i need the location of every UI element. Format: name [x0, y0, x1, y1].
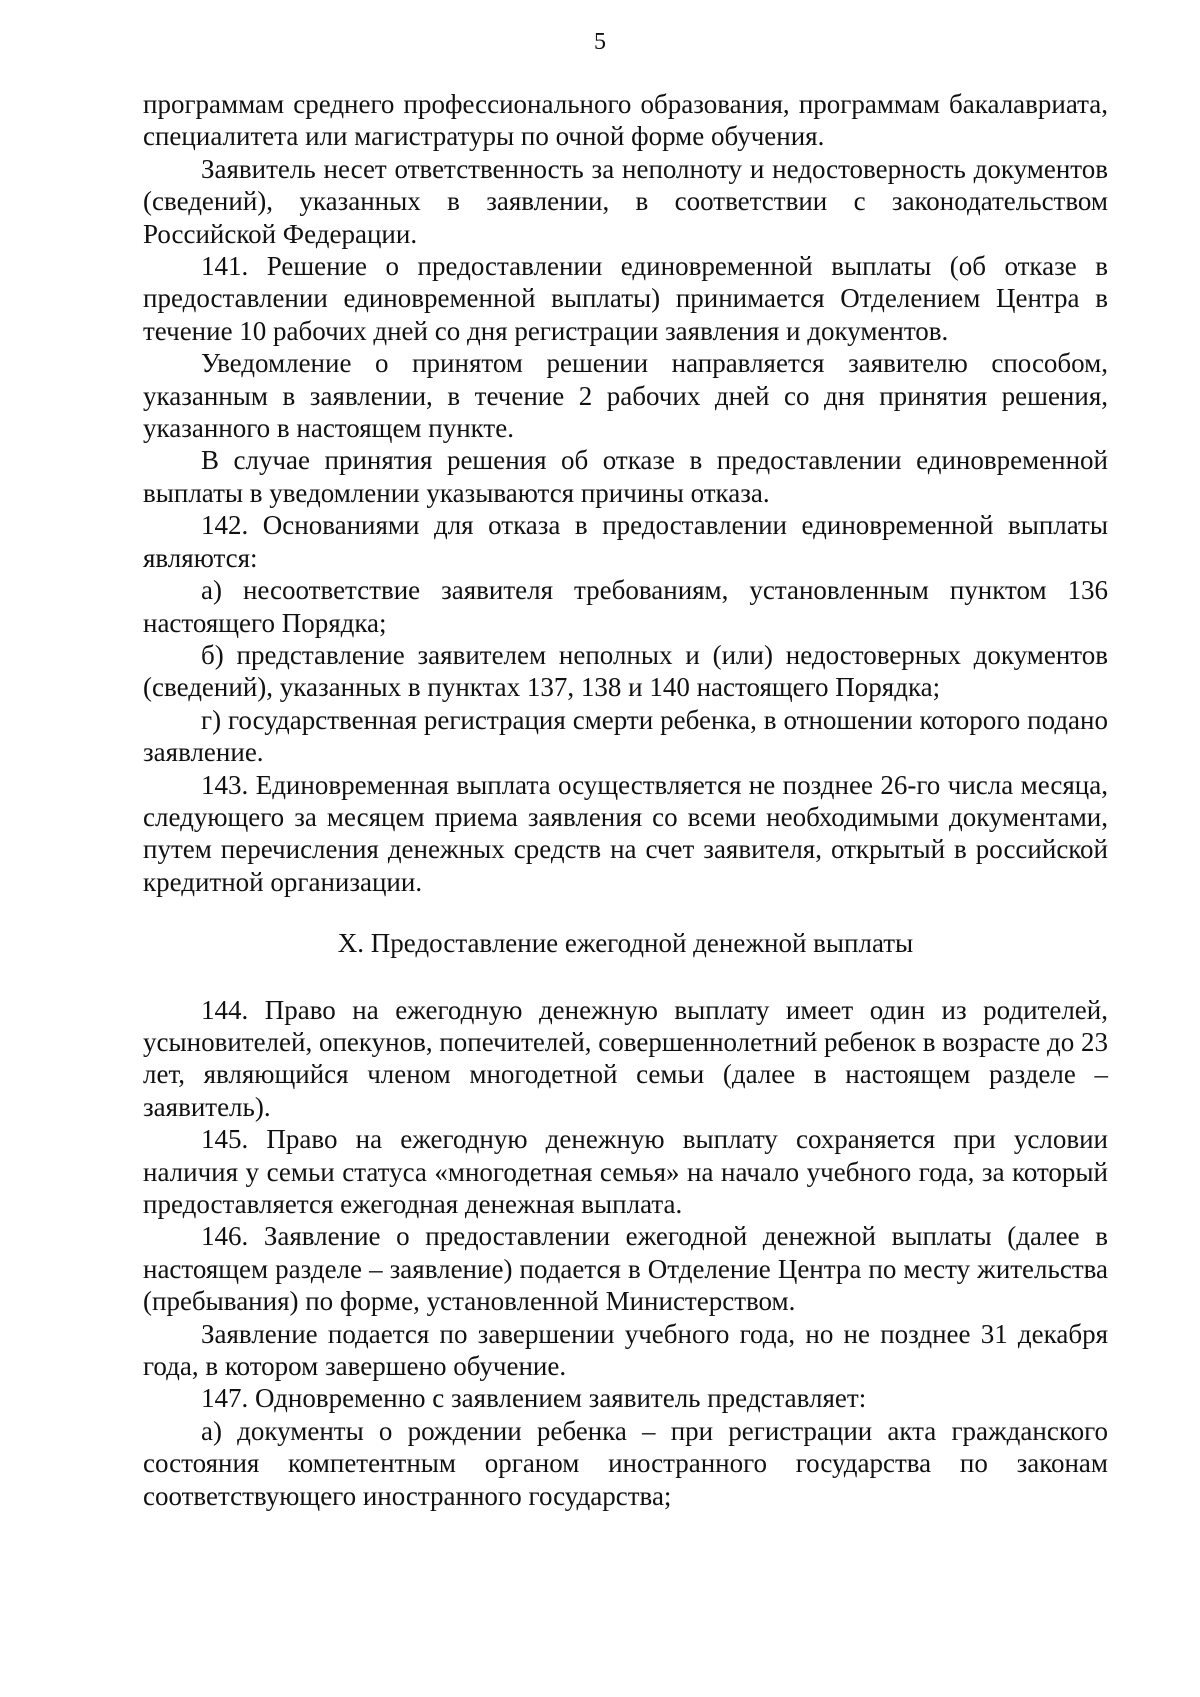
paragraph-147: 147. Одновременно с заявлением заявитель представляет: — [201, 1383, 867, 1414]
list-item-a: а) документы о рождении ребенка – при регистрации акта гражданского состояния компетентным органом иностранного государства по законам соответствующего иностранного государства; — [143, 1415, 1108, 1511]
paragraph: Заявитель несет ответственность за неполноту и недостоверность документов (сведений), указанных в заявлении, в соответствии с законодательством Российской Федерации. — [143, 153, 1108, 249]
page-number: 5 — [594, 29, 606, 55]
list-item-b: б) представление заявителем неполных и (или) недостоверных документов (сведений), указанных в пунктах 137, 138 и 140 настоящего Порядка; — [143, 639, 1108, 703]
paragraph-143: 143. Единовременная выплата осуществляется не позднее 26-го числа месяца, следующего за месяцем приема заявления со всеми необходимыми документами, путем перечисления денежных средств на счет заявителя, открытый в российской кредитной организации. — [143, 769, 1108, 897]
list-item-a: а) несоответствие заявителя требованиям, установленным пунктом 136 настоящего Порядка; — [143, 575, 1108, 638]
section-heading: X. Предоставление ежегодной денежной выплаты — [337, 928, 914, 959]
paragraph-145: 145. Право на ежегодную денежную выплату сохраняется при условии наличия у семьи статуса «многодетная семья» на начало учебного года, за который предоставляется ежегодная денежная выплата. — [143, 1124, 1108, 1219]
paragraph: Уведомление о принятом решении направляется заявителю способом, указанным в заявлении, в течение 2 рабочих дней со дня принятия решения, указанного в настоящем пункте. — [143, 348, 1108, 444]
paragraph: Заявление подается по завершении учебного года, но не позднее 31 декабря года, в котором завершено обучение. — [143, 1318, 1108, 1382]
paragraph-142: 142. Основаниями для отказа в предоставлении единовременной выплаты являются: — [143, 510, 1108, 573]
paragraph: В случае принятия решения об отказе в предоставлении единовременной выплаты в уведомлении указываются причины отказа. — [143, 445, 1108, 508]
paragraph-141: 141. Решение о предоставлении единовременной выплаты (об отказе в предоставлении единовременной выплаты) принимается Отделением Центра в течение 10 рабочих дней со дня регистрации заявления и документов. — [143, 251, 1108, 346]
paragraph-146: 146. Заявление о предоставлении ежегодной денежной выплаты (далее в настоящем разделе – заявление) подается в Отделение Центра по месту жительства (пребывания) по форме, установленной Министерством. — [143, 1221, 1108, 1317]
paragraph-144: 144. Право на ежегодную денежную выплату имеет один из родителей, усыновителей, опекунов, попечителей, совершеннолетний ребенок в возрасте до 23 лет, являющийся членом многодетной семьи (далее в настоящем разделе – заявитель). — [143, 994, 1108, 1122]
list-item-g: г) государственная регистрация смерти ребенка, в отношении которого подано заявление. — [143, 704, 1108, 768]
document-body — [143, 88, 1108, 1512]
paragraph-continuation: программам среднего профессионального образования, программам бакалавриата, специалитета или магистратуры по очной форме обучения. — [143, 89, 1108, 152]
